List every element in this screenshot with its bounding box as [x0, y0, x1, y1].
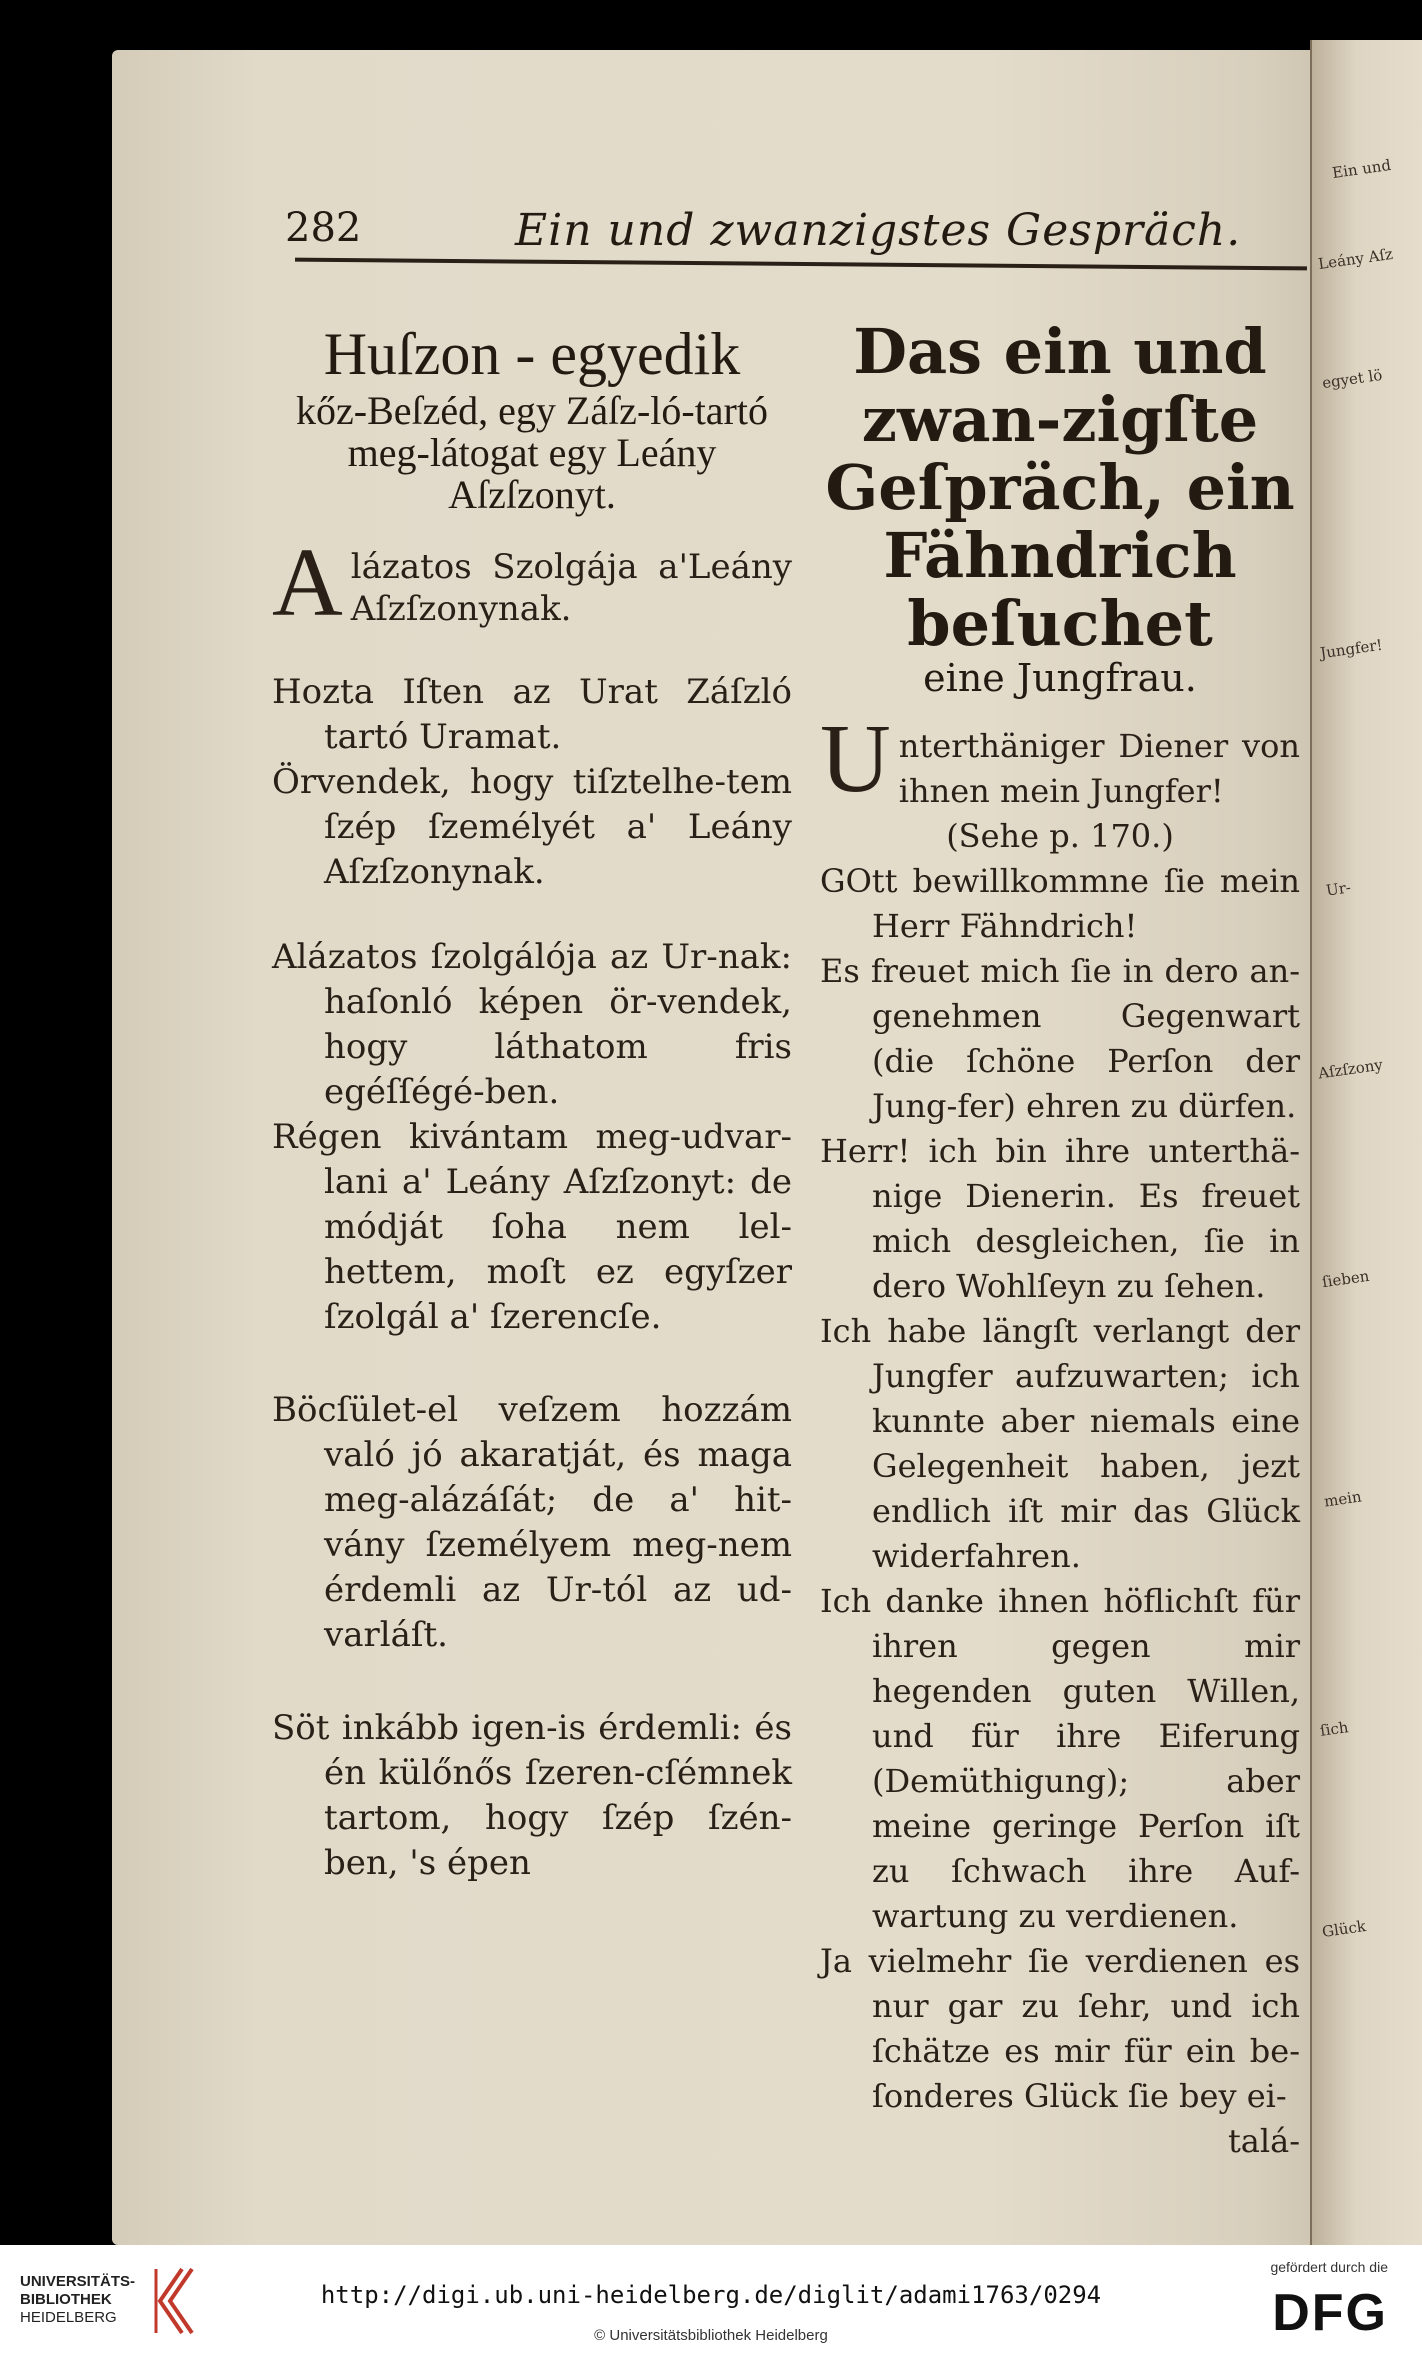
catchword: talá-: [1227, 2122, 1300, 2160]
adjacent-page-text: Aſzſzony: [1317, 1055, 1384, 1083]
paragraph: Hozta Iſten az Urat Záſzló tartó Uramat.: [272, 672, 792, 757]
paragraph: Söt inkább igen-is érdemli: és én külőnős ſzeren-cſémnek tartom, hogy ſzép ſzén-ben, 's épen: [272, 1708, 792, 1883]
page-number: 282: [285, 205, 362, 251]
adjacent-page-text: mein: [1322, 1487, 1363, 1511]
library-name-line: HEIDELBERG: [20, 2309, 117, 2326]
adjacent-page-text: egyet lö: [1321, 365, 1384, 393]
running-head: Ein und zwanzigstes Gespräch.: [515, 205, 1242, 256]
hungarian-opening: [272, 529, 792, 637]
paragraph: Alázatos ſzolgálója az Ur-nak: haſonló képen ör-vendek, hogy láthatom fris egéſſégé-ben.: [272, 937, 792, 1112]
paragraph: lázatos Szolgája a'Leány Aſzſzonynak.: [350, 547, 792, 629]
hungarian-column: [272, 318, 792, 1886]
dfg-logo[interactable]: DFG: [1272, 2284, 1388, 2342]
funding-note: gefördert durch die: [1270, 2259, 1388, 2275]
paragraph: Ja vielmehr ſie verdienen es nur gar zu ſehr, und ich ſchätze es mir für ein be-ſonderes Glück ſie bey ei-: [820, 1942, 1300, 2115]
adjacent-page-text: Leány Aſz: [1317, 244, 1394, 274]
paragraph: Böcſület-el veſzem hozzám való jó akaratját, és maga meg-alázáſát; de a' hit-vány ſzemélyem meg-nem érdemli az Ur-tól az ud-varláſt.: [272, 1390, 792, 1655]
hungarian-title: Huſzon - egyedik: [323, 321, 741, 387]
paragraph: Herr! ich bin ihre unterthä-nige Dienerin. Es freuet mich desgleichen, ſie in dero Wohlſeyn zu ſehen.: [820, 1132, 1300, 1305]
adjacent-page-text: Jungfer!: [1319, 635, 1384, 663]
paragraph: Örvendek, hogy tiſztelhe-tem ſzép ſzemélyét a' Leány Aſzſzonynak.: [272, 762, 792, 892]
adjacent-page-text: Ein und: [1331, 155, 1393, 183]
library-name-line: BIBLIOTHEK: [20, 2291, 112, 2308]
page-header: [285, 205, 1320, 295]
adjacent-page-edge: [1310, 40, 1422, 2245]
paragraph: Ich habe längſt verlangt der Jungfer aufzuwarten; ich kunnte aber niemals eine Gelegenheit haben, jezt endlich iſt mir das Glück widerfahren.: [820, 1312, 1300, 1575]
library-name-line: UNIVERSITÄTS-: [20, 2273, 136, 2290]
german-subtitle: eine Jungfrau.: [923, 656, 1197, 700]
adjacent-page-text: ſieben: [1320, 1266, 1371, 1292]
copyright-notice: © Universitätsbibliothek Heidelberg: [594, 2327, 828, 2344]
adjacent-page-text: Ur-: [1324, 878, 1353, 900]
paragraph: GOtt bewillkommne ſie mein Herr Fähndrich!: [820, 862, 1300, 945]
paragraph: Ich danke ihnen höflichſt für ihren gegen mir hegenden guten Willen, und für ihre Eiferung (Demüthigung); aber meine geringe Perſon iſt zu ſchwach ihre Auf-wartung zu verdienen.: [820, 1582, 1300, 1935]
paragraph: Régen kivántam meg-udvar-lani a' Leány Aſzſzonyt: de módját ſoha nem lel-hettem, moſt ez egyſzer ſzolgál a' ſzerencſe.: [272, 1117, 792, 1337]
german-title: Das ein und zwan-zigſte Geſpräch, ein Fähndrich beſuchet: [825, 315, 1295, 660]
paragraph: nterthäniger Diener von ihnen mein Jungfer!: [898, 727, 1300, 810]
german-opening: [820, 705, 1300, 814]
hungarian-subtitle: kőz-Beſzéd, egy Záſz-ló-tartó meg-látogat egy Leány Aſzſzonyt.: [296, 388, 768, 517]
drop-cap: U: [820, 705, 891, 813]
adjacent-page-text: ſich: [1318, 1718, 1350, 1740]
drop-cap: A: [272, 529, 343, 637]
footer-bar: [0, 2245, 1422, 2366]
paragraph: Es freuet mich ſie in dero an-genehmen Gegenwart (die ſchöne Perſon der Jung-fer) ehren zu dürfen.: [820, 952, 1300, 1125]
german-column: [820, 315, 1300, 2164]
permalink-url[interactable]: http://digi.ub.uni-heidelberg.de/diglit/adami1763/0294: [320, 2281, 1102, 2309]
cross-reference: (Sehe p. 170.): [946, 817, 1174, 855]
adjacent-page-text: Glück: [1320, 1917, 1367, 1941]
